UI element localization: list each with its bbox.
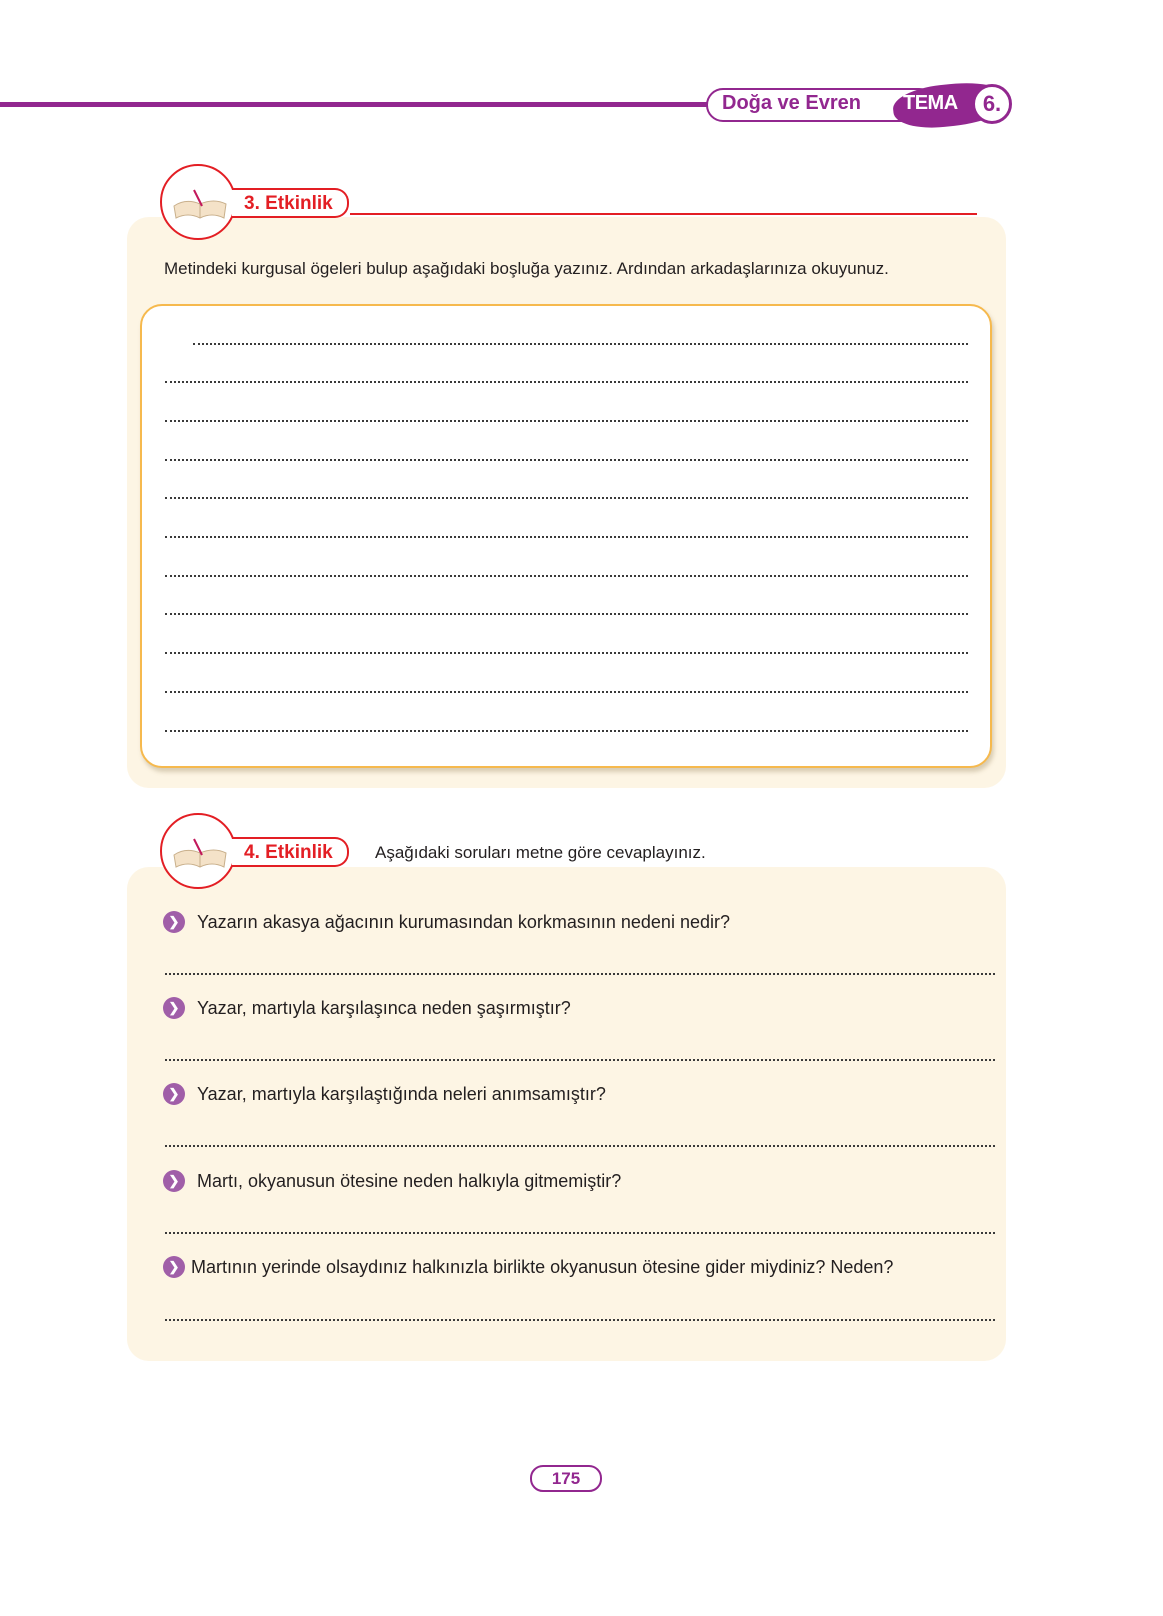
question-item — [163, 911, 730, 933]
question-answer-line[interactable] — [165, 1319, 995, 1321]
chevron-right-circle-icon: ❯ — [163, 1170, 185, 1192]
question-answer-line[interactable] — [165, 1232, 995, 1234]
question-item — [163, 1170, 621, 1192]
chevron-right-circle-icon: ❯ — [163, 1083, 185, 1105]
answer-line[interactable] — [165, 652, 968, 654]
question-text: Yazar, martıyla karşılaştığında neleri anımsamıştır? — [197, 1083, 606, 1104]
chevron-right-circle-icon: ❯ — [163, 997, 185, 1019]
activity3-rule — [350, 213, 977, 215]
question-item — [163, 1256, 893, 1278]
tema-label: TEMA — [903, 92, 958, 114]
header-rule — [0, 102, 712, 107]
activity3-label: 3. Etkinlik — [232, 188, 349, 218]
answer-line[interactable] — [165, 691, 968, 693]
chevron-right-circle-icon: ❯ — [163, 1256, 185, 1278]
activity4-instruction: Aşağıdaki soruları metne göre cevaplayınız. — [375, 843, 706, 862]
question-answer-line[interactable] — [165, 973, 995, 975]
chevron-right-circle-icon: ❯ — [163, 911, 185, 933]
question-answer-line[interactable] — [165, 1145, 995, 1147]
question-text: Martının yerinde olsaydınız halkınızla birlikte okyanusun ötesine gider miydiniz? Neden? — [191, 1256, 894, 1277]
answer-line[interactable] — [165, 459, 968, 461]
answer-line[interactable] — [165, 536, 968, 538]
tema-number: 6. — [972, 84, 1012, 124]
question-item — [163, 1083, 606, 1105]
answer-line[interactable] — [165, 575, 968, 577]
answer-line[interactable] — [165, 381, 968, 383]
question-answer-line[interactable] — [165, 1059, 995, 1061]
open-book-icon — [160, 813, 236, 889]
activity3-instruction: Metindeki kurgusal ögeleri bulup aşağıdaki boşluğa yazınız. Ardından arkadaşlarınıza okuyunuz. — [164, 259, 889, 278]
question-text: Yazar, martıyla karşılaşınca neden şaşırmıştır? — [197, 997, 571, 1018]
question-text: Yazarın akasya ağacının kurumasından korkmasının nedeni nedir? — [197, 911, 730, 932]
page-number: 175 — [530, 1465, 602, 1492]
answer-line[interactable] — [193, 343, 968, 345]
activity4-label: 4. Etkinlik — [232, 837, 349, 867]
answer-line[interactable] — [165, 497, 968, 499]
question-text: Martı, okyanusun ötesine neden halkıyla gitmemiştir? — [197, 1170, 622, 1191]
answer-line[interactable] — [165, 420, 968, 422]
activity4-panel — [127, 867, 1006, 1361]
answer-line[interactable] — [165, 613, 968, 615]
theme-title: Doğa ve Evren — [722, 92, 861, 114]
answer-line[interactable] — [165, 730, 968, 732]
open-book-icon — [160, 164, 236, 240]
question-item — [163, 997, 571, 1019]
